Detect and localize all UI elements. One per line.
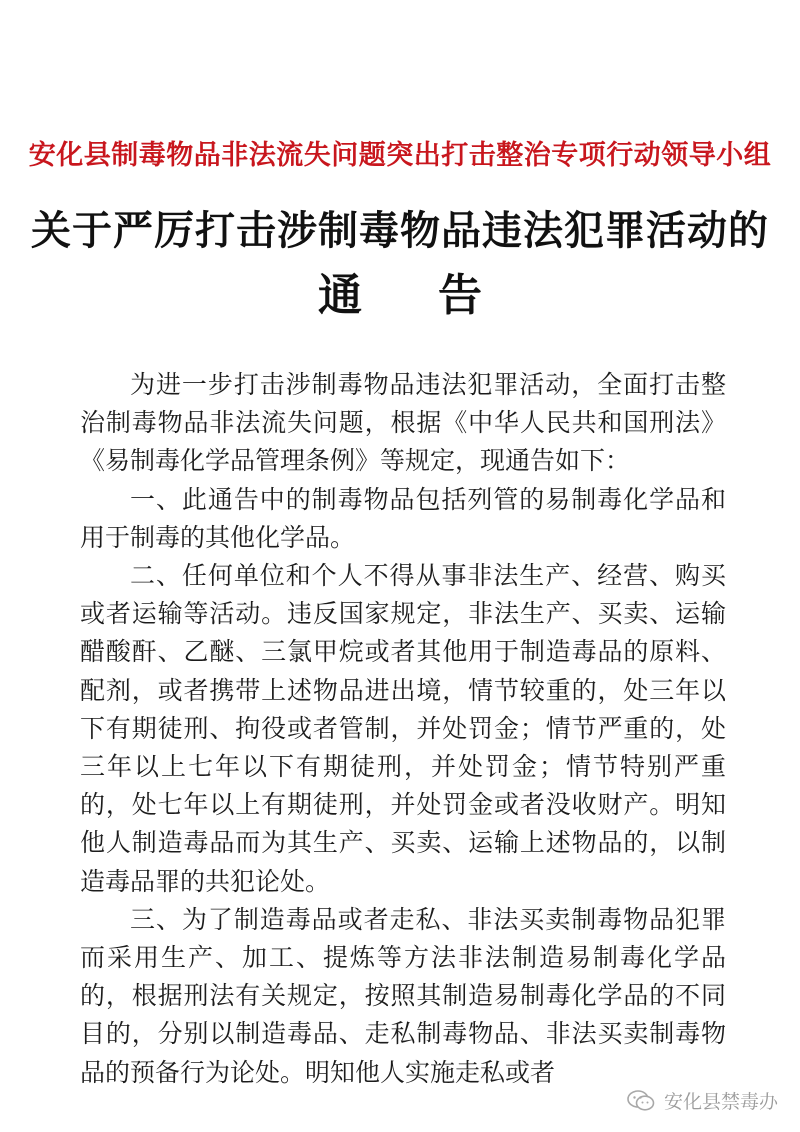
notice-body [80,366,726,1092]
wechat-watermark [626,1087,778,1114]
wechat-icon [626,1089,656,1113]
body-paragraph-2: 二、任何单位和个人不得从事非法生产、经营、购买或者运输等活动。违反国家规定，非法生产、买卖、运输醋酸酐、乙醚、三氯甲烷或者其他用于制造毒品的原料、配剂，或者携带上述物品进出境，情节较重的，处三年以下有期徒刑、拘役或者管制，并处罚金；情节严重的，处三年以上七年以下有期徒刑，并处罚金；情节特别严重的，处七年以上有期徒刑，并处罚金或者没收财产。明知他人制造毒品而为其生产、买卖、运输上述物品的，以制造毒品罪的共犯论处。 [80,561,726,896]
notice-title-line-1: 关于严厉打击涉制毒物品违法犯罪活动的 [31,207,769,254]
issuer-heading: 安化县制毒物品非法流失问题突出打击整治专项行动领导小组 [28,140,772,171]
body-paragraph-intro: 为进一步打击涉制毒物品违法犯罪活动，全面打击整治制毒物品非法流失问题，根据《中华人民共和国刑法》《易制毒化学品管理条例》等规定，现通告如下： [80,370,726,476]
watermark-account-name: 安化县禁毒办 [663,1091,778,1113]
notice-title-line-2: 通告 [318,270,558,321]
body-paragraph-1: 一、此通告中的制毒物品包括列管的易制毒化学品和用于制毒的其他化学品。 [80,484,726,552]
body-paragraph-3: 三、为了制造毒品或者走私、非法买卖制毒物品犯罪而采用生产、加工、提炼等方法非法制造易制毒化学品的，根据刑法有关规定，按照其制造易制毒化学品的不同目的，分别以制造毒品、走私制毒物品、非法买卖制毒物品的预备行为论处。明知他人实施走私或者 [80,904,726,1087]
